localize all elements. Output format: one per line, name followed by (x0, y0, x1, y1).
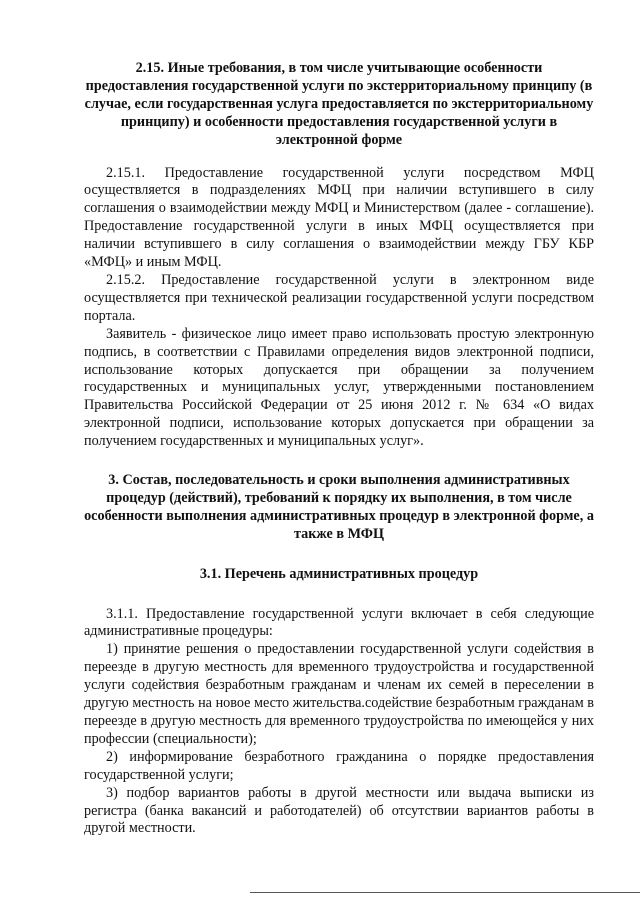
paragraph-2-15-2: 2.15.2. Предоставление государственной услуги в электронном виде осуществляется при технической реализации государственной услуги посредством портала. (84, 271, 594, 324)
heading-2-15: 2.15. Иные требования, в том числе учитывающие особенности предоставления государственной услуги по экстерриториальному принципу (в случае, если государственная услуга предоставляется по экстерриториальному принципу) и особенности предоставления государственной услуги в электронной форме (84, 60, 594, 148)
list-item-procedure-1: 1) принятие решения о предоставлении государственной услуги содействия в переезде в другую местность для временного трудоустройства и государственной услуги содействия безработным гражданам и членам их семей в переселении в другую местность на новое место жительства.содействие безработным гражданам в переезде в другую местность для временного трудоустройства по имеющейся у них профессии (специальности); (84, 641, 594, 747)
heading-3-1: 3.1. Перечень административных процедур (199, 565, 479, 582)
paragraph-3-1-1: 3.1.1. Предоставление государственной услуги включает в себя следующие административные процедуры: (84, 605, 594, 640)
paragraph-2-15-1: 2.15.1. Предоставление государственной услуги посредством МФЦ осуществляется в подразделениях МФЦ при наличии вступившего в силу соглашения о взаимодействии между МФЦ и Министерством (далее - соглашение). Предоставление государственной услуги в иных МФЦ осуществляется при наличии вступившего в силу соглашения о взаимодействии между ГБУ КБР «МФЦ» и иным МФЦ. (84, 164, 594, 271)
document-body (84, 60, 594, 838)
footer-divider (250, 892, 640, 893)
heading-section-3: 3. Состав, последовательность и сроки выполнения административных процедур (действий), требований к порядку их выполнения, в том числе особенности выполнения административных процедур в электронной форме, а также в МФЦ (84, 472, 594, 542)
list-item-procedure-3: 3) подбор вариантов работы в другой местности или выдача выписки из регистра (банка вакансий и работодателей) об отсутствии вариантов работы в другой местности. (84, 784, 594, 837)
list-item-procedure-2: 2) информирование безработного гражданина о порядке предоставления государственной услуги; (84, 748, 594, 783)
paragraph-applicant-signature: Заявитель - физическое лицо имеет право использовать простую электронную подпись, в соответствии с Правилами определения видов электронной подписи, использование которых допускается при обращении за получением государственных и муниципальных услуг, утвержденными постановлением Правительства Российской Федерации от 25 июня 2012 г. № 634 «О видах электронной подписи, использование которых допускается при обращении за получением государственных и муниципальных услуг». (84, 325, 594, 450)
